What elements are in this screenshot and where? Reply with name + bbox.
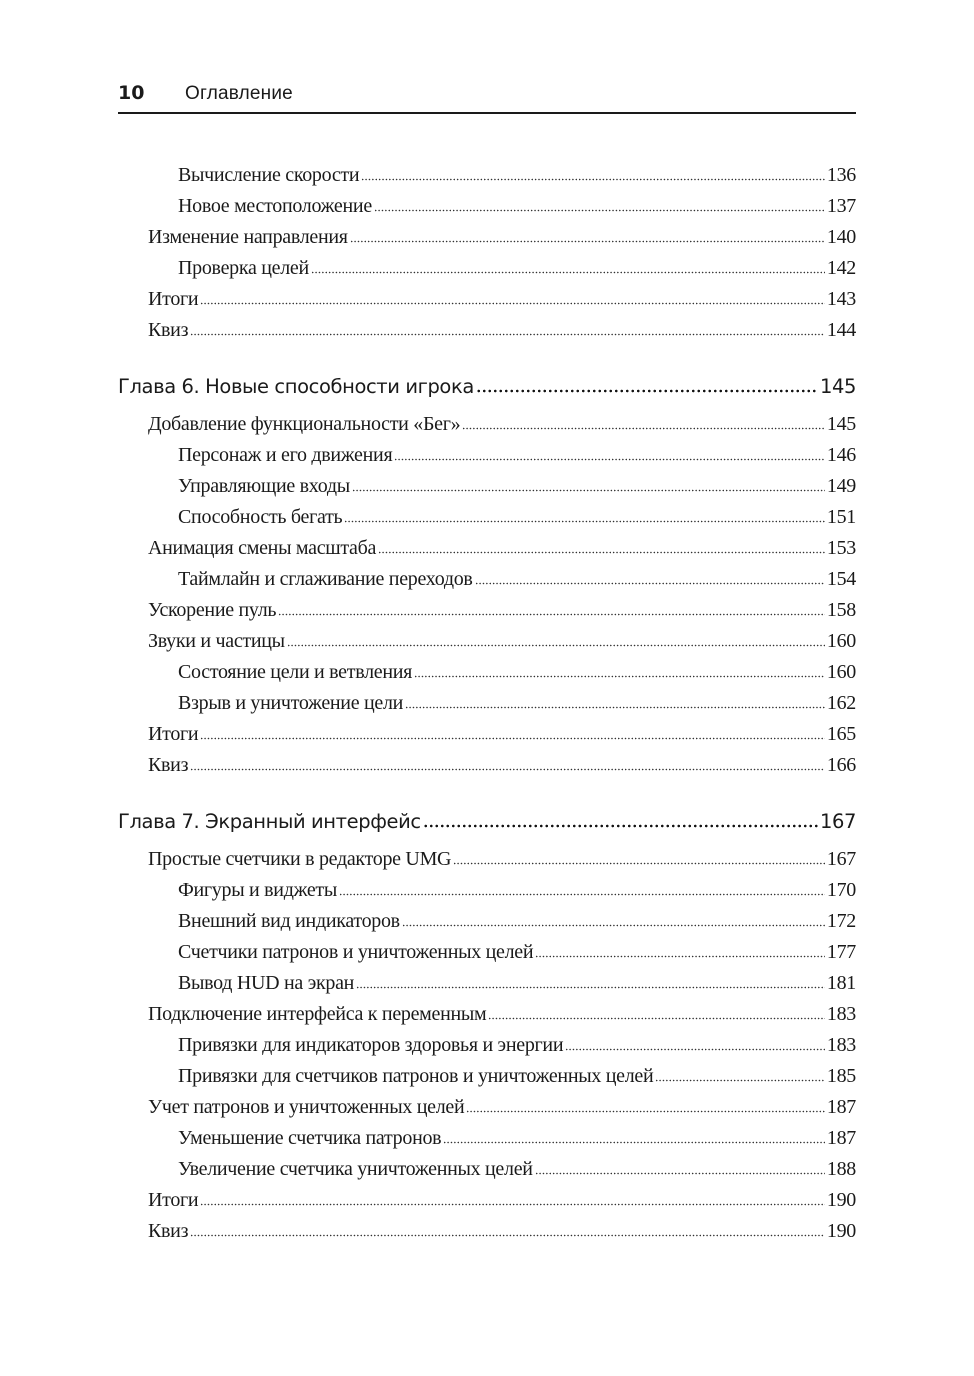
toc-entry-page: 146 <box>826 444 856 466</box>
toc-entry-page: 181 <box>826 972 856 994</box>
dot-leader <box>352 488 825 492</box>
toc-entry-page: 187 <box>826 1127 856 1149</box>
toc-entry <box>118 688 856 719</box>
toc-entry-page: 166 <box>826 754 856 776</box>
toc-entry <box>118 1185 856 1216</box>
toc-entry <box>118 719 856 750</box>
toc-entry <box>118 1123 856 1154</box>
toc-entry-title: Увеличение счетчика уничтоженных целей <box>178 1158 533 1180</box>
toc-entry <box>118 440 856 471</box>
dot-leader <box>488 1016 824 1020</box>
toc-entry-page: 145 <box>826 413 856 435</box>
toc-entry-title: Внешний вид индикаторов <box>178 910 400 932</box>
toc-entry-page: 140 <box>826 226 856 248</box>
toc-entry-title: Звуки и частицы <box>148 630 285 652</box>
toc-entry <box>118 1216 856 1247</box>
toc-entry <box>118 191 856 222</box>
toc-entry-title: Персонаж и его движения <box>178 444 393 466</box>
toc-entry-title: Глава 6. Новые способности игрока <box>118 375 474 398</box>
dot-leader <box>453 861 825 865</box>
toc-entry <box>118 968 856 999</box>
toc-entry-page: 190 <box>826 1220 856 1242</box>
toc-entry-page: 154 <box>826 568 856 590</box>
dot-leader <box>200 301 825 305</box>
toc-entry-title: Взрыв и уничтожение цели <box>178 692 404 714</box>
toc-entry-title: Фигуры и виджеты <box>178 879 337 901</box>
dot-leader <box>405 705 825 709</box>
toc-entry-page: 185 <box>826 1065 856 1087</box>
dot-leader <box>311 270 825 274</box>
toc-entry-page: 136 <box>826 164 856 186</box>
toc-entry-page: 183 <box>826 1034 856 1056</box>
toc-entry-title: Счетчики патронов и уничтоженных целей <box>178 941 534 963</box>
toc-entry <box>118 1092 856 1123</box>
toc-entry-page: 142 <box>826 257 856 279</box>
toc-entry-title: Новое местоположение <box>178 195 372 217</box>
toc-entry <box>118 1030 856 1061</box>
toc-entry <box>118 409 856 440</box>
toc-entry-title: Управляющие входы <box>178 475 350 497</box>
dot-leader <box>190 767 825 771</box>
toc-entry-title: Изменение направления <box>148 226 348 248</box>
toc-entry <box>118 533 856 564</box>
toc-entry-page: 162 <box>826 692 856 714</box>
toc-entry <box>118 564 856 595</box>
dot-leader <box>565 1047 825 1051</box>
toc-entry-page: 143 <box>826 288 856 310</box>
toc-entry-title: Итоги <box>148 723 199 745</box>
toc-entry-title: Привязки для счетчиков патронов и уничтоженных целей <box>178 1065 654 1087</box>
dot-leader <box>655 1078 824 1082</box>
toc-entry-page: 160 <box>826 661 856 683</box>
toc-entry-title: Простые счетчики в редакторе UMG <box>148 848 452 870</box>
toc-entry-page: 188 <box>826 1158 856 1180</box>
dot-leader <box>350 239 825 243</box>
toc-entry-title: Вывод HUD на экран <box>178 972 355 994</box>
toc-entry <box>118 502 856 533</box>
dot-leader <box>443 1140 825 1144</box>
toc-entry <box>118 999 856 1030</box>
toc-entry-title: Добавление функциональности «Бег» <box>148 413 461 435</box>
toc-entry-page: 190 <box>826 1189 856 1211</box>
toc-entry <box>118 750 856 781</box>
toc-entry-page: 183 <box>826 1003 856 1025</box>
toc-entry-title: Уменьшение счетчика патронов <box>178 1127 442 1149</box>
dot-leader <box>476 388 818 393</box>
toc-entry-page: 153 <box>826 537 856 559</box>
table-of-contents <box>118 160 856 1247</box>
dot-leader <box>378 550 825 554</box>
toc-entry <box>118 875 856 906</box>
dot-leader <box>423 823 818 828</box>
toc-chapter-entry <box>118 371 856 402</box>
dot-leader <box>402 923 825 927</box>
toc-entry <box>118 160 856 191</box>
dot-leader <box>190 332 825 336</box>
toc-entry-title: Квиз <box>148 319 189 341</box>
toc-entry <box>118 253 856 284</box>
toc-entry-title: Привязки для индикаторов здоровья и энергии <box>178 1034 564 1056</box>
page-number: 10 <box>118 82 145 104</box>
dot-leader <box>475 581 825 585</box>
toc-entry <box>118 906 856 937</box>
toc-entry-title: Итоги <box>148 1189 199 1211</box>
dot-leader <box>190 1233 825 1237</box>
running-header-title: Оглавление <box>185 83 293 104</box>
toc-entry-page: 145 <box>819 375 856 398</box>
toc-entry-title: Глава 7. Экранный интерфейс <box>118 810 421 833</box>
toc-entry <box>118 626 856 657</box>
toc-entry-title: Состояние цели и ветвления <box>178 661 413 683</box>
dot-leader <box>394 457 825 461</box>
dot-leader <box>466 1109 824 1113</box>
dot-leader <box>462 426 825 430</box>
toc-entry-title: Квиз <box>148 1220 189 1242</box>
toc-entry <box>118 1061 856 1092</box>
toc-entry-page: 170 <box>826 879 856 901</box>
toc-entry-page: 167 <box>826 848 856 870</box>
toc-chapter-entry <box>118 806 856 837</box>
dot-leader <box>200 1202 825 1206</box>
toc-entry <box>118 657 856 688</box>
toc-entry-page: 137 <box>826 195 856 217</box>
toc-entry <box>118 471 856 502</box>
running-header <box>118 80 856 114</box>
toc-entry-title: Анимация смены масштаба <box>148 537 377 559</box>
dot-leader <box>361 177 825 181</box>
toc-entry-page: 177 <box>826 941 856 963</box>
toc-entry-page: 160 <box>826 630 856 652</box>
dot-leader <box>374 208 825 212</box>
dot-leader <box>200 736 825 740</box>
toc-entry-page: 151 <box>826 506 856 528</box>
dot-leader <box>535 1171 825 1175</box>
toc-entry-title: Учет патронов и уничтоженных целей <box>148 1096 465 1118</box>
dot-leader <box>535 954 825 958</box>
dot-leader <box>287 643 825 647</box>
toc-entry-page: 167 <box>819 810 856 833</box>
toc-entry-title: Итоги <box>148 288 199 310</box>
toc-entry-title: Способность бегать <box>178 506 343 528</box>
dot-leader <box>278 612 825 616</box>
toc-entry-title: Таймлайн и сглаживание переходов <box>178 568 473 590</box>
toc-entry-title: Проверка целей <box>178 257 309 279</box>
toc-entry <box>118 1154 856 1185</box>
toc-entry-page: 149 <box>826 475 856 497</box>
toc-entry-page: 187 <box>826 1096 856 1118</box>
toc-entry-title: Подключение интерфейса к переменным <box>148 1003 487 1025</box>
toc-entry <box>118 937 856 968</box>
toc-entry-title: Квиз <box>148 754 189 776</box>
toc-entry-page: 165 <box>826 723 856 745</box>
dot-leader <box>344 519 825 523</box>
toc-entry <box>118 844 856 875</box>
dot-leader <box>339 892 825 896</box>
toc-entry <box>118 595 856 626</box>
toc-entry-page: 158 <box>826 599 856 621</box>
dot-leader <box>414 674 825 678</box>
toc-entry-page: 144 <box>826 319 856 341</box>
dot-leader <box>356 985 825 989</box>
toc-entry-title: Вычисление скорости <box>178 164 360 186</box>
toc-entry <box>118 284 856 315</box>
toc-entry <box>118 222 856 253</box>
toc-entry-page: 172 <box>826 910 856 932</box>
toc-entry <box>118 315 856 346</box>
toc-entry-title: Ускорение пуль <box>148 599 277 621</box>
